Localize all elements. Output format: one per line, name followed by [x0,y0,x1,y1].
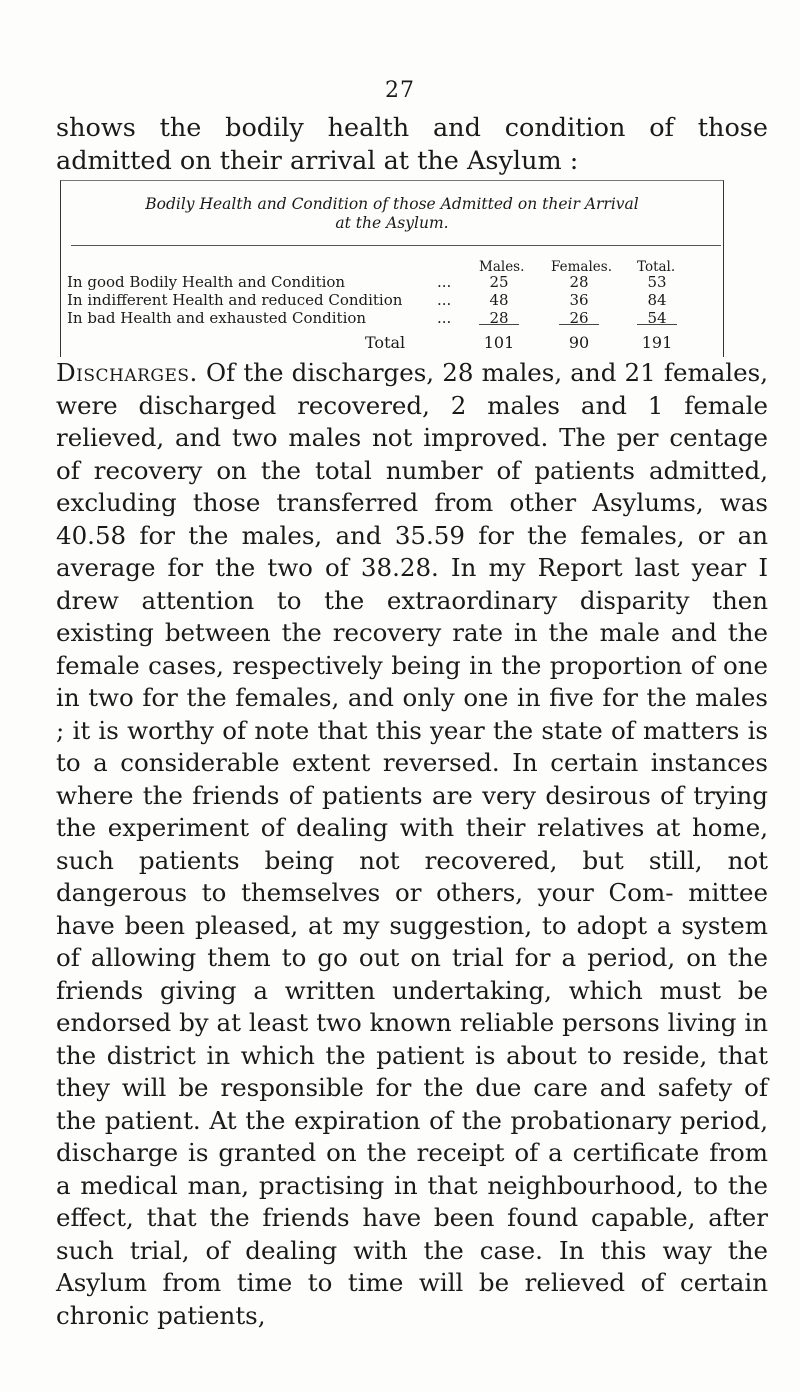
table-title-line-1: Bodily Health and Condition of those Admitted on their Arrival [145,195,639,213]
column-header-males: Males. [479,259,525,275]
row-label-indifferent-health: In indifferent Health and reduced Condition [67,291,403,309]
row-dots: ... [437,273,452,291]
total-females: 90 [568,333,590,352]
cell-good-total: 53 [647,273,667,291]
row-dots: ... [437,291,452,309]
cell-indifferent-females: 36 [569,291,589,309]
row-label-good-health: In good Bodily Health and Condition [67,273,346,291]
discharges-text: Of the discharges, 28 males, and 21 females, were discharged recovered, 2 males and 1 female relieved, and two males not improved. The per centage of recovery on the total number of patients admitted, excluding those transferred from other Asylums, was 40.58 for the males, and 35.59 for the females, or an average for the two of 38.28. In my Report last year I drew attention to the extraordinary disparity then existing between the recovery rate in the male and the female cases, respectively being in the proportion of one in two for the females, and only one in five for the males ; it is worthy of note that this year the state of matters is to a considerable extent reversed. In certain instances where the friends of patients are very desirous of trying the experiment of dealing with their relatives at home, such patients being not recovered, but still, not dangerous to themselves or others, your Com- mittee have been pleased, at my suggestion, to adopt a system of allowing them to go out on trial for a period, on the friends giving a written undertaking, which must be endorsed by at least two known reliable persons living in the district in which the patient is about to reside, that they will be responsible for the due care and safety of the patient. At the expiration of the probationary period, discharge is granted on the receipt of a certificate from a medical man, practising in that neighbourhood, to the effect, that the friends have been found capable, after such trial, of dealing with the case. In this way the Asylum from time to time will be relieved of certain chronic patients, [56,358,768,1330]
total-overall: 191 [641,333,673,352]
table-title [61,195,723,233]
cell-bad-total: 54 [647,309,667,327]
row-label-bad-health: In bad Health and exhausted Condition [67,309,367,327]
page-number: 27 [385,78,415,103]
health-condition-table [60,180,724,357]
discharges-paragraph [56,357,768,1332]
cell-indifferent-total: 84 [647,291,667,309]
sum-rule-males [479,324,519,325]
total-males: 101 [483,333,515,352]
cell-good-males: 25 [489,273,509,291]
intro-paragraph: shows the bodily health and condition of those admitted on their arrival at the Asylum : [56,113,768,176]
table-title-line-2: at the Asylum. [335,214,449,232]
row-dots: ... [437,309,452,327]
title-divider [71,245,721,246]
cell-bad-females: 26 [569,309,589,327]
cell-bad-males: 28 [489,309,509,327]
cell-good-females: 28 [569,273,589,291]
discharges-heading: Discharges. [56,358,198,387]
column-header-total: Total. [637,259,676,275]
column-header-females: Females. [551,259,612,275]
sum-rule-total [637,324,677,325]
cell-indifferent-males: 48 [489,291,509,309]
total-label: Total [365,333,406,352]
sum-rule-females [559,324,599,325]
